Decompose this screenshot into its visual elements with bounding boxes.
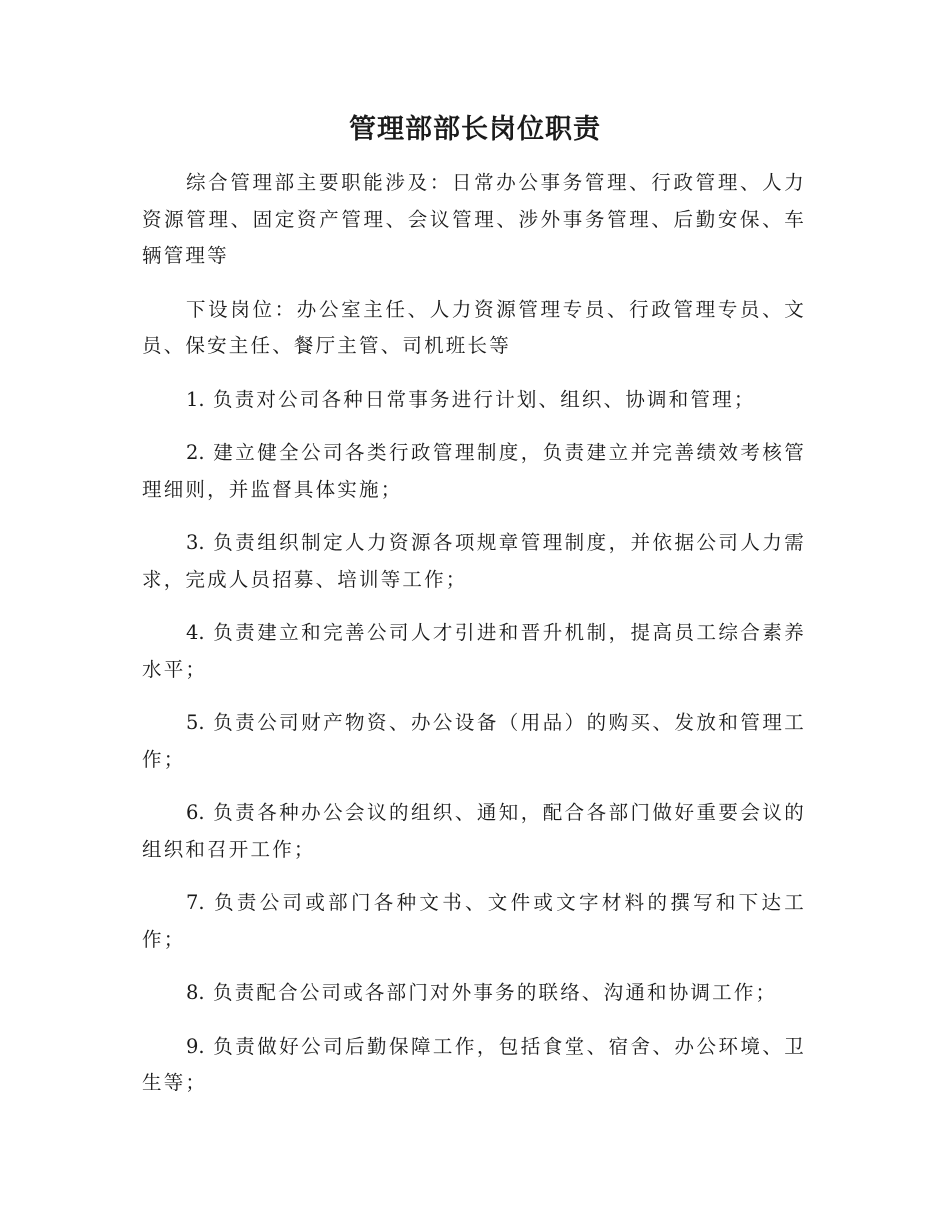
- duty-item-number: 8.: [186, 981, 205, 1004]
- duty-item: [142, 705, 806, 778]
- duty-item-text: 负责建立和完善公司人才引进和晋升机制，提高员工综合素养水平；: [142, 621, 806, 681]
- duty-item: [142, 975, 806, 1012]
- duty-item: [142, 382, 806, 419]
- duty-item-number: 3.: [186, 531, 205, 554]
- duty-item-text: 负责公司或部门各种文书、文件或文字材料的撰写和下达工作；: [142, 891, 806, 951]
- duty-item-text: 建立健全公司各类行政管理制度，负责建立并完善绩效考核管理细则，并监督具体实施；: [142, 441, 806, 501]
- duty-item-number: 9.: [186, 1034, 205, 1058]
- document-body: [142, 165, 806, 1119]
- duty-item-number: 4.: [186, 621, 205, 644]
- duty-item-text: 负责配合公司或各部门对外事务的联络、沟通和协调工作；: [213, 981, 778, 1004]
- duty-item: [142, 435, 806, 508]
- positions-paragraph: 下设岗位：办公室主任、人力资源管理专员、行政管理专员、文员、保安主任、餐厅主管、司机班长等: [142, 297, 806, 357]
- duty-item-number: 2.: [186, 441, 205, 464]
- duty-item-text: 负责对公司各种日常事务进行计划、组织、协调和管理；: [213, 387, 756, 411]
- duty-item-text: 负责各种办公会议的组织、通知，配合各部门做好重要会议的组织和召开工作；: [142, 801, 806, 861]
- page-title: 管理部部长岗位职责: [349, 114, 601, 145]
- duty-item-number: 6.: [186, 801, 205, 824]
- duty-item: [142, 1029, 806, 1102]
- duty-item: [142, 885, 806, 958]
- duty-item: [142, 615, 806, 688]
- duty-item-text: 负责组织制定人力资源各项规章管理制度，并依据公司人力需求，完成人员招募、培训等工作；: [142, 531, 806, 591]
- duty-item-number: 7.: [186, 891, 205, 914]
- duty-item-text: 负责公司财产物资、办公设备（用品）的购买、发放和管理工作；: [142, 711, 806, 771]
- duty-item-text: 负责做好公司后勤保障工作，包括食堂、宿舍、办公环境、卫生等；: [142, 1034, 806, 1094]
- duty-item: [142, 795, 806, 868]
- intro-paragraph: 综合管理部主要职能涉及：日常办公事务管理、行政管理、人力资源管理、固定资产管理、会议管理、涉外事务管理、后勤安保、车辆管理等: [142, 171, 806, 267]
- duty-item: [142, 525, 806, 598]
- duty-item-number: 1.: [186, 387, 205, 411]
- duty-item-number: 5.: [186, 711, 205, 734]
